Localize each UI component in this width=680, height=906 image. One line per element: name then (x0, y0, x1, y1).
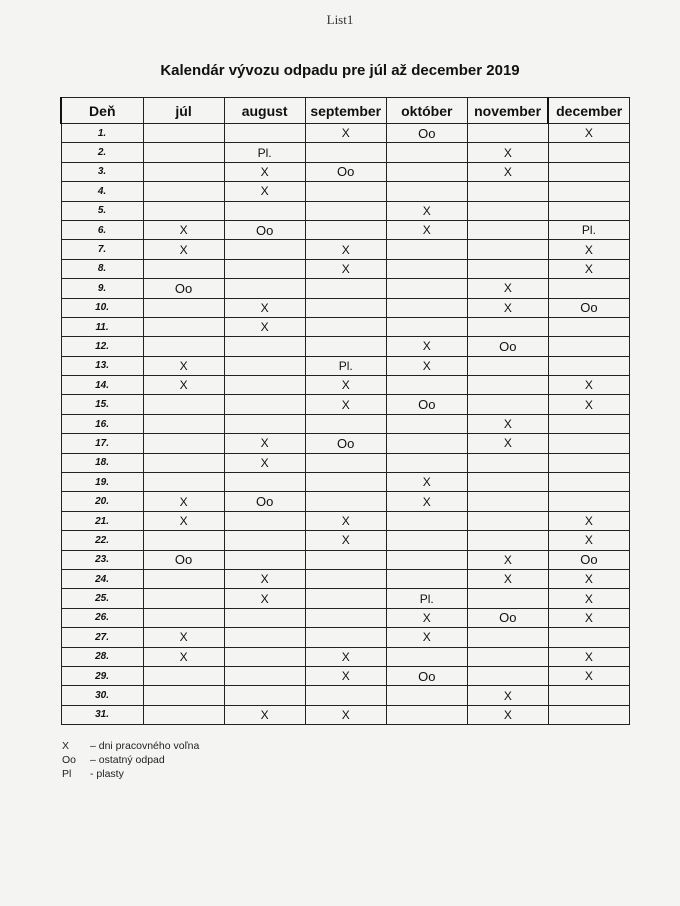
schedule-cell (305, 143, 386, 162)
schedule-cell (467, 124, 548, 143)
table-row (61, 395, 630, 414)
table-row (61, 259, 630, 278)
legend-item (62, 739, 199, 753)
schedule-cell (467, 182, 548, 201)
schedule-cell (548, 453, 629, 472)
schedule-cell (305, 473, 386, 492)
table-row (61, 453, 630, 472)
schedule-cell (224, 666, 305, 685)
day-cell: 11. (61, 317, 143, 336)
schedule-cell (143, 298, 224, 317)
day-cell: 21. (61, 511, 143, 530)
day-cell: 5. (61, 201, 143, 220)
schedule-cell (224, 201, 305, 220)
schedule-cell: X (386, 608, 467, 627)
day-cell: 4. (61, 182, 143, 201)
schedule-cell (143, 686, 224, 705)
schedule-cell (305, 414, 386, 433)
schedule-cell (467, 453, 548, 472)
day-cell: 13. (61, 356, 143, 375)
table-header-row (61, 98, 630, 124)
schedule-cell: X (548, 531, 629, 550)
schedule-cell (305, 453, 386, 472)
column-header-month: september (305, 98, 386, 124)
schedule-cell: Oo (467, 337, 548, 356)
day-cell: 18. (61, 453, 143, 472)
day-cell: 26. (61, 608, 143, 627)
schedule-cell (305, 569, 386, 588)
legend-text: – dni pracovného voľna (90, 740, 200, 752)
table-row (61, 220, 630, 239)
schedule-cell (467, 317, 548, 336)
table-row (61, 511, 630, 530)
schedule-cell: X (548, 589, 629, 608)
schedule-cell: Pl. (386, 589, 467, 608)
schedule-cell (467, 628, 548, 647)
schedule-cell (548, 337, 629, 356)
schedule-cell: X (143, 376, 224, 395)
schedule-cell (548, 162, 629, 181)
schedule-cell (386, 279, 467, 298)
schedule-cell (143, 705, 224, 724)
schedule-cell (386, 259, 467, 278)
schedule-cell (224, 337, 305, 356)
table-row (61, 531, 630, 550)
table-row (61, 414, 630, 433)
schedule-cell (143, 162, 224, 181)
schedule-cell: X (143, 511, 224, 530)
schedule-cell (143, 124, 224, 143)
schedule-cell: X (467, 705, 548, 724)
schedule-cell (305, 337, 386, 356)
schedule-cell (143, 608, 224, 627)
day-cell: 9. (61, 279, 143, 298)
day-cell: 19. (61, 473, 143, 492)
schedule-cell (224, 259, 305, 278)
schedule-cell (548, 686, 629, 705)
schedule-cell: X (548, 395, 629, 414)
schedule-cell (305, 686, 386, 705)
day-cell: 6. (61, 220, 143, 239)
schedule-cell: X (467, 162, 548, 181)
schedule-cell: X (143, 220, 224, 239)
schedule-cell (548, 317, 629, 336)
schedule-cell (224, 395, 305, 414)
schedule-cell (305, 279, 386, 298)
day-cell: 2. (61, 143, 143, 162)
day-cell: 8. (61, 259, 143, 278)
schedule-cell (143, 531, 224, 550)
schedule-cell (386, 550, 467, 569)
column-header-month: november (467, 98, 548, 124)
schedule-cell (386, 182, 467, 201)
schedule-cell: X (143, 492, 224, 511)
schedule-cell: X (467, 279, 548, 298)
table-row (61, 569, 630, 588)
schedule-cell (143, 143, 224, 162)
schedule-cell (548, 414, 629, 433)
schedule-cell (467, 492, 548, 511)
table-row (61, 608, 630, 627)
schedule-cell: X (224, 705, 305, 724)
schedule-cell (143, 259, 224, 278)
schedule-cell: X (305, 531, 386, 550)
schedule-cell (143, 453, 224, 472)
schedule-cell (224, 647, 305, 666)
schedule-cell (143, 337, 224, 356)
schedule-cell (305, 608, 386, 627)
day-cell: 25. (61, 589, 143, 608)
schedule-cell (143, 434, 224, 453)
day-cell: 28. (61, 647, 143, 666)
schedule-cell (305, 298, 386, 317)
column-header-month: október (386, 98, 467, 124)
schedule-cell: Oo (548, 298, 629, 317)
schedule-cell (305, 589, 386, 608)
schedule-cell (224, 686, 305, 705)
schedule-cell (386, 434, 467, 453)
schedule-cell: X (467, 569, 548, 588)
day-cell: 22. (61, 531, 143, 550)
column-header-day: Deň (61, 98, 143, 124)
schedule-cell: X (467, 143, 548, 162)
schedule-cell (386, 686, 467, 705)
column-header-month: december (548, 98, 629, 124)
column-header-month: júl (143, 98, 224, 124)
legend (62, 739, 199, 781)
schedule-cell (224, 473, 305, 492)
schedule-cell: Oo (386, 666, 467, 685)
schedule-cell: X (548, 569, 629, 588)
schedule-cell: X (305, 666, 386, 685)
schedule-cell (224, 356, 305, 375)
schedule-cell (467, 666, 548, 685)
schedule-cell (548, 628, 629, 647)
schedule-cell (548, 201, 629, 220)
schedule-cell (224, 240, 305, 259)
schedule-cell: Oo (386, 395, 467, 414)
schedule-cell (143, 201, 224, 220)
schedule-cell (224, 511, 305, 530)
schedule-cell: X (386, 628, 467, 647)
schedule-cell (224, 124, 305, 143)
schedule-cell (224, 628, 305, 647)
schedule-cell: X (224, 453, 305, 472)
schedule-cell (548, 356, 629, 375)
schedule-cell: Oo (224, 492, 305, 511)
schedule-cell: X (224, 298, 305, 317)
schedule-cell (224, 550, 305, 569)
schedule-cell (548, 143, 629, 162)
schedule-cell (548, 182, 629, 201)
schedule-cell (305, 317, 386, 336)
table-row (61, 240, 630, 259)
schedule-cell (143, 395, 224, 414)
schedule-cell (386, 240, 467, 259)
table-row (61, 337, 630, 356)
schedule-cell: X (548, 240, 629, 259)
table-row (61, 589, 630, 608)
schedule-cell (548, 492, 629, 511)
schedule-cell: X (224, 589, 305, 608)
schedule-cell: X (386, 337, 467, 356)
day-cell: 17. (61, 434, 143, 453)
page-title: Kalendár vývozu odpadu pre júl až december 2019 (160, 62, 520, 79)
table-row (61, 473, 630, 492)
schedule-cell (467, 647, 548, 666)
schedule-cell: X (305, 240, 386, 259)
schedule-cell (548, 705, 629, 724)
schedule-cell: X (305, 511, 386, 530)
schedule-cell (386, 143, 467, 162)
schedule-cell (467, 356, 548, 375)
schedule-cell (548, 434, 629, 453)
schedule-cell (386, 376, 467, 395)
schedule-cell: Oo (224, 220, 305, 239)
table-row (61, 201, 630, 220)
table-row (61, 492, 630, 511)
schedule-cell: X (467, 434, 548, 453)
schedule-cell: X (143, 628, 224, 647)
table-row (61, 182, 630, 201)
schedule-cell (467, 376, 548, 395)
schedule-cell (467, 201, 548, 220)
schedule-cell (467, 531, 548, 550)
table-row (61, 162, 630, 181)
table-row (61, 317, 630, 336)
legend-item (62, 767, 199, 781)
schedule-cell (143, 589, 224, 608)
schedule-cell: Oo (305, 434, 386, 453)
schedule-cell: X (548, 511, 629, 530)
schedule-cell (386, 414, 467, 433)
day-cell: 15. (61, 395, 143, 414)
day-cell: 24. (61, 569, 143, 588)
table-row (61, 647, 630, 666)
schedule-cell (386, 531, 467, 550)
schedule-cell: Pl. (548, 220, 629, 239)
schedule-cell: Pl. (305, 356, 386, 375)
schedule-cell: X (305, 376, 386, 395)
schedule-cell (305, 628, 386, 647)
schedule-cell (143, 666, 224, 685)
table-row (61, 124, 630, 143)
schedule-cell (386, 162, 467, 181)
schedule-cell (386, 453, 467, 472)
table-row (61, 279, 630, 298)
schedule-cell (143, 317, 224, 336)
schedule-cell: X (143, 356, 224, 375)
schedule-cell: Oo (305, 162, 386, 181)
schedule-cell: X (548, 376, 629, 395)
day-cell: 1. (61, 124, 143, 143)
schedule-cell: X (386, 473, 467, 492)
day-cell: 10. (61, 298, 143, 317)
schedule-cell: X (224, 434, 305, 453)
schedule-cell: Oo (143, 279, 224, 298)
table-row (61, 298, 630, 317)
schedule-cell: Oo (143, 550, 224, 569)
schedule-cell: X (386, 492, 467, 511)
schedule-cell: X (467, 414, 548, 433)
schedule-cell: Oo (467, 608, 548, 627)
day-cell: 20. (61, 492, 143, 511)
schedule-cell: X (305, 124, 386, 143)
schedule-cell (143, 182, 224, 201)
schedule-cell (305, 182, 386, 201)
schedule-cell (143, 473, 224, 492)
schedule-cell: X (305, 395, 386, 414)
legend-key: Oo (62, 754, 77, 766)
column-header-month: august (224, 98, 305, 124)
schedule-cell (224, 414, 305, 433)
schedule-cell: X (143, 647, 224, 666)
schedule-cell (305, 550, 386, 569)
table-row (61, 550, 630, 569)
day-cell: 31. (61, 705, 143, 724)
schedule-cell (386, 511, 467, 530)
table-row (61, 356, 630, 375)
schedule-cell: X (224, 569, 305, 588)
schedule-cell: X (305, 705, 386, 724)
schedule-cell: X (386, 220, 467, 239)
day-cell: 7. (61, 240, 143, 259)
sheet-label: List1 (326, 12, 354, 27)
schedule-cell: X (467, 686, 548, 705)
schedule-cell (386, 298, 467, 317)
schedule-cell: X (548, 124, 629, 143)
schedule-cell (305, 492, 386, 511)
day-cell: 16. (61, 414, 143, 433)
schedule-cell: X (467, 550, 548, 569)
legend-item (62, 753, 199, 767)
schedule-cell (143, 569, 224, 588)
day-cell: 12. (61, 337, 143, 356)
table-row (61, 143, 630, 162)
day-cell: 30. (61, 686, 143, 705)
schedule-cell: X (224, 317, 305, 336)
table-row (61, 705, 630, 724)
legend-key: X (62, 740, 70, 752)
schedule-cell (305, 220, 386, 239)
schedule-cell: Pl. (224, 143, 305, 162)
schedule-cell: X (548, 666, 629, 685)
schedule-cell (548, 473, 629, 492)
schedule-cell: X (548, 259, 629, 278)
schedule-cell (224, 376, 305, 395)
schedule-cell (467, 220, 548, 239)
legend-text: - plasty (90, 768, 124, 780)
schedule-cell (467, 473, 548, 492)
schedule-cell: X (467, 298, 548, 317)
schedule-cell (224, 531, 305, 550)
schedule-cell: X (143, 240, 224, 259)
day-cell: 27. (61, 628, 143, 647)
schedule-cell: X (548, 647, 629, 666)
day-cell: 23. (61, 550, 143, 569)
day-cell: 14. (61, 376, 143, 395)
schedule-cell: X (386, 201, 467, 220)
schedule-cell: X (224, 182, 305, 201)
schedule-cell (467, 395, 548, 414)
schedule-cell (467, 589, 548, 608)
schedule-cell: X (305, 259, 386, 278)
table-body (61, 124, 630, 725)
schedule-cell: X (386, 356, 467, 375)
schedule-cell (386, 705, 467, 724)
table-row (61, 628, 630, 647)
day-cell: 3. (61, 162, 143, 181)
schedule-cell: Oo (548, 550, 629, 569)
schedule-cell (548, 279, 629, 298)
schedule-cell: X (305, 647, 386, 666)
schedule-cell (386, 317, 467, 336)
schedule-cell (224, 279, 305, 298)
waste-calendar-table (60, 97, 630, 725)
legend-key: Pl (62, 768, 72, 780)
table-row (61, 376, 630, 395)
schedule-cell (467, 259, 548, 278)
day-cell: 29. (61, 666, 143, 685)
schedule-cell (224, 608, 305, 627)
schedule-cell (467, 511, 548, 530)
schedule-cell (467, 240, 548, 259)
table-row (61, 666, 630, 685)
schedule-cell: X (548, 608, 629, 627)
schedule-cell (386, 569, 467, 588)
schedule-cell (143, 414, 224, 433)
schedule-cell (386, 647, 467, 666)
schedule-cell: Oo (386, 124, 467, 143)
schedule-cell (305, 201, 386, 220)
table-row (61, 434, 630, 453)
table-row (61, 686, 630, 705)
legend-text: – ostatný odpad (90, 754, 165, 766)
schedule-cell: X (224, 162, 305, 181)
